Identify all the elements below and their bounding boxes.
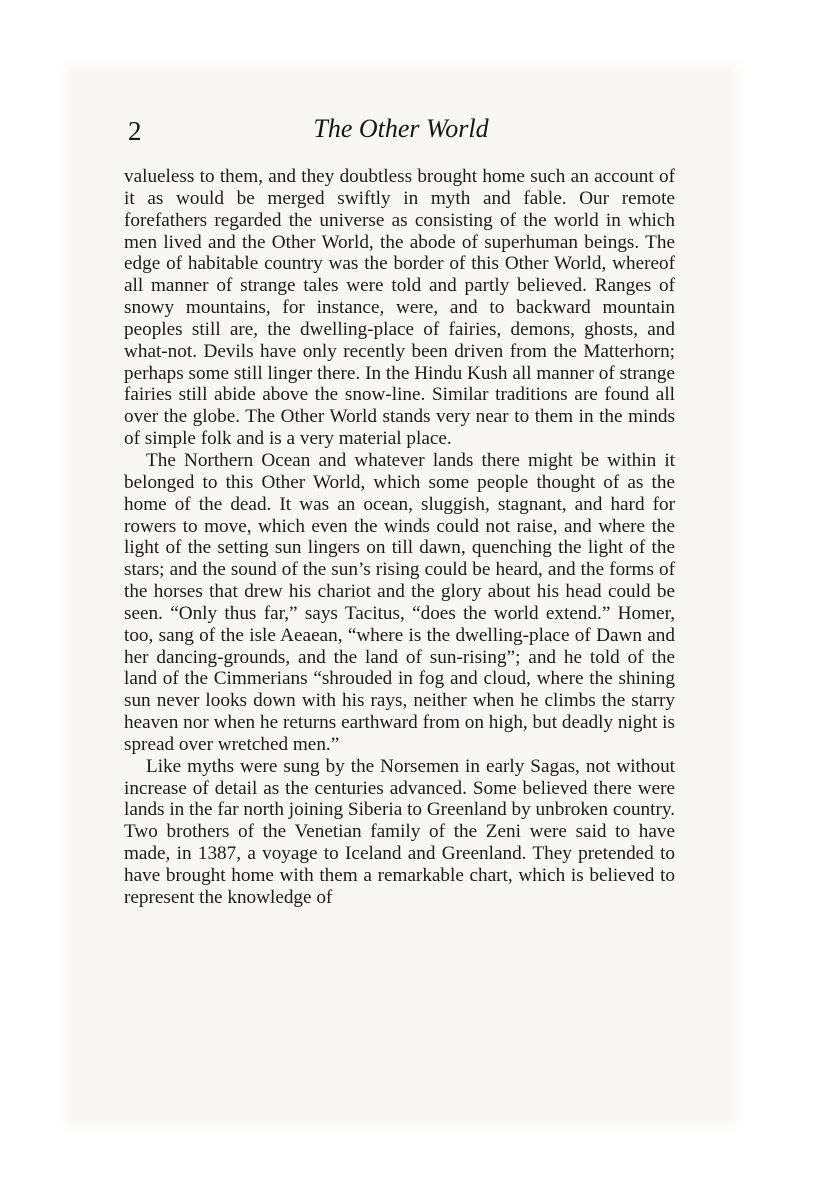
page-header xyxy=(128,112,674,152)
paragraph-1: valueless to them, and they doubtless brought home such an account of it as would be merged swiftly in myth and fable. Our remote forefathers regarded the universe as consisting of the world in which men lived and the Other World, the abode of superhuman beings. The edge of habitable country was the border of this Other World, whereof all manner of strange tales were told and partly believed. Ranges of snowy mountains, for instance, were, and to backward mountain peoples still are, the dwelling-place of fairies, demons, ghosts, and what-not. Devils have only recently been driven from the Matterhorn; perhaps some still linger there. In the Hindu Kush all manner of strange fairies still abide above the snow-line. Similar traditions are found all over the globe. The Other World stands very near to them in the minds of simple folk and is a very material place. xyxy=(124,166,675,450)
page-number: 2 xyxy=(128,116,142,146)
paragraph-2: The Northern Ocean and whatever lands there might be within it belonged to this Other World, which some people thought of as the home of the dead. It was an ocean, sluggish, stagnant, and hard for rowers to move, which even the winds could not raise, and where the light of the setting sun lingers on till dawn, quenching the light of the stars; and the sound of the sun’s rising could be heard, and the forms of the horses that drew his chariot and the glory about his head could be seen. “Only thus far,” says Tacitus, “does the world extend.” Homer, too, sang of the isle Aeaean, “where is the dwelling-place of Dawn and her dancing-grounds, and the land of sun-rising”; and he told of the land of the Cimmerians “shrouded in fog and cloud, where the shining sun never looks down with his rays, neither when he climbs the starry heaven nor when he returns earthward from on high, but deadly night is spread over wretched men.” xyxy=(124,449,675,755)
body-text xyxy=(124,166,675,909)
running-title: The Other World xyxy=(313,114,489,143)
paragraph-3: Like myths were sung by the Norsemen in early Sagas, not without increase of detail as the centuries advanced. Some believed there were lands in the far north joining Siberia to Greenland by unbroken country. Two brothers of the Venetian family of the Zeni were said to have made, in 1387, a voyage to Iceland and Greenland. They pretended to have brought home with them a remarkable chart, which is believed to represent the knowledge of xyxy=(124,755,675,908)
